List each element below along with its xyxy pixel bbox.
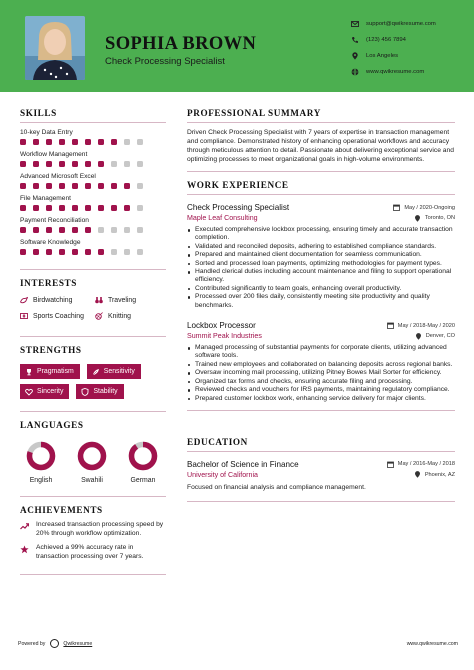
education-note: Focused on financial analysis and compliance management.	[187, 483, 366, 491]
language-item	[128, 441, 158, 484]
job-bullet: Validated and reconciled deposits, adhering to established compliance standards.	[195, 243, 455, 251]
job-bullet: Handled clerical duties including account maintenance and filing to support operational efficiency.	[195, 268, 455, 285]
rating-dot	[85, 249, 91, 255]
shield-icon	[81, 388, 89, 396]
rating-dot	[85, 205, 91, 211]
skills-section	[20, 108, 166, 255]
rating-dot	[85, 183, 91, 189]
strength-badge	[20, 364, 80, 379]
education-location	[414, 471, 455, 478]
rating-dot	[124, 161, 130, 167]
job-title: Lockbox Processor	[187, 321, 256, 331]
contact-location	[351, 48, 471, 64]
job-bullet: Organized tax forms and checks, ensuring accurate filing and processing.	[195, 378, 455, 386]
skill-name: Workflow Management	[20, 151, 88, 158]
skill-item	[20, 151, 166, 167]
skill-item	[20, 217, 166, 233]
resume-header	[0, 0, 474, 92]
job-location	[414, 215, 455, 222]
rating-dot	[98, 161, 104, 167]
rating-dot	[20, 227, 26, 233]
rating-dot	[33, 139, 39, 145]
location-pin-icon	[415, 333, 422, 340]
strengths-section	[20, 336, 166, 399]
interests-list	[20, 296, 166, 320]
skill-item	[20, 239, 166, 255]
education-degree: Bachelor of Science in Finance	[187, 459, 299, 469]
rating-dot	[33, 205, 39, 211]
rating-dot	[20, 249, 26, 255]
job-entry	[187, 321, 455, 403]
jobs-list	[187, 203, 455, 403]
job-header	[187, 203, 455, 212]
binoculars-icon	[95, 296, 103, 304]
contact-website[interactable]	[351, 64, 471, 80]
education-school: University of California	[187, 470, 258, 479]
rating-dot	[85, 161, 91, 167]
rating-dot	[46, 139, 52, 145]
rating-dot	[59, 161, 65, 167]
rating-dot	[98, 205, 104, 211]
rating-dot	[111, 161, 117, 167]
contact-email-text: support@qwikresume.com	[366, 21, 436, 27]
rating-dot	[20, 183, 26, 189]
skill-name: File Management	[20, 195, 71, 202]
brand-link[interactable]: Qwikresume	[63, 640, 93, 647]
job-title: Check Processing Specialist	[187, 203, 290, 212]
rating-dot	[124, 139, 130, 145]
globe-icon	[351, 68, 359, 76]
candidate-name: SOPHIA BROWN	[105, 34, 257, 54]
languages-section	[20, 411, 166, 484]
skill-rating	[20, 249, 166, 255]
strength-badge	[20, 384, 69, 399]
location-pin-icon	[414, 471, 421, 478]
bird-icon	[20, 296, 28, 304]
rating-dot	[33, 249, 39, 255]
rating-dot	[124, 183, 130, 189]
job-header	[187, 321, 455, 330]
footer-brand	[18, 639, 92, 648]
summary-heading: PROFESSIONAL SUMMARY	[187, 108, 321, 118]
contact-list	[351, 16, 471, 80]
language-item	[26, 441, 56, 484]
rating-dot	[137, 161, 143, 167]
rating-dot	[59, 139, 65, 145]
skill-name: Advanced Microsoft Excel	[20, 173, 96, 180]
language-name: Swahili	[81, 477, 103, 484]
job-bullet: Executed comprehensive lockbox processing, ensuring timely and accurate transaction completion.	[195, 226, 455, 243]
rating-dot	[137, 183, 143, 189]
contact-email[interactable]	[351, 16, 471, 32]
feather-icon	[92, 368, 100, 376]
contact-phone-text: (123) 456 7894	[366, 37, 406, 43]
achievement-text: Increased transaction processing speed by 20% through workflow optimization.	[36, 521, 164, 537]
section-divider	[187, 194, 455, 195]
rating-dot	[72, 249, 78, 255]
calendar-icon	[393, 204, 400, 211]
trophy-icon	[25, 368, 33, 376]
rating-dot	[20, 205, 26, 211]
page-footer	[18, 639, 458, 648]
profile-photo-image	[25, 16, 85, 80]
rating-dot	[72, 227, 78, 233]
job-bullets	[187, 226, 455, 310]
languages-heading: LANGUAGES	[20, 420, 84, 430]
contact-phone[interactable]	[351, 32, 471, 48]
job-location-text: Toronto, ON	[424, 215, 455, 221]
rating-dot	[33, 183, 39, 189]
achievement-item	[20, 544, 166, 561]
location-pin-icon	[414, 215, 421, 222]
skill-name: Software Knowledge	[20, 239, 81, 246]
language-name: German	[130, 477, 156, 484]
skills-list	[20, 129, 166, 255]
skill-rating	[20, 227, 166, 233]
interest-item	[20, 296, 95, 304]
rating-dot	[59, 227, 65, 233]
rating-dot	[33, 161, 39, 167]
rating-dot	[59, 183, 65, 189]
rating-dot	[124, 227, 130, 233]
strength-label: Sincerity	[37, 388, 64, 395]
skill-rating	[20, 183, 166, 189]
skill-item	[20, 129, 166, 145]
skill-name: 10-key Data Entry	[20, 129, 73, 136]
qwikresume-logo-icon	[50, 639, 59, 648]
rating-dot	[46, 249, 52, 255]
rating-dot	[111, 205, 117, 211]
interest-item	[20, 312, 95, 320]
section-divider	[187, 451, 455, 452]
rating-dot	[111, 139, 117, 145]
languages-list	[26, 441, 158, 484]
rating-dot	[98, 139, 104, 145]
strength-badge	[87, 364, 141, 379]
strengths-list	[20, 364, 166, 399]
rating-dot	[59, 205, 65, 211]
rating-dot	[137, 205, 143, 211]
rating-dot	[46, 183, 52, 189]
strength-label: Pragmatism	[37, 368, 74, 375]
rating-dot	[111, 227, 117, 233]
achievements-heading: ACHIEVEMENTS	[20, 505, 103, 515]
achievements-list	[20, 521, 166, 562]
education-dates-text: May / 2016-May / 2018	[397, 461, 455, 468]
interests-section	[20, 269, 166, 320]
section-divider	[20, 269, 166, 270]
job-dates	[387, 322, 455, 329]
rating-dot	[20, 161, 26, 167]
rating-dot	[137, 249, 143, 255]
rating-dot	[98, 249, 104, 255]
education-heading: EDUCATION	[187, 436, 248, 447]
rating-dot	[59, 249, 65, 255]
job-location	[415, 333, 455, 340]
education-section	[187, 437, 455, 502]
rating-dot	[124, 249, 130, 255]
company-name: Maple Leaf Consulting	[187, 214, 258, 222]
left-column	[20, 108, 166, 575]
language-level-ring	[26, 441, 56, 471]
section-divider	[20, 411, 166, 412]
education-row	[187, 460, 455, 469]
rating-dot	[72, 161, 78, 167]
candidate-title: Check Processing Specialist	[105, 56, 225, 67]
interest-label: Birdwatching	[33, 296, 73, 304]
rating-dot	[20, 139, 26, 145]
strengths-heading: STRENGTHS	[20, 345, 82, 355]
rating-dot	[72, 183, 78, 189]
strength-label: Stability	[93, 388, 118, 395]
job-bullet: Managed processing of substantial payments for corporate clients, utilizing advanced software tools.	[195, 344, 455, 361]
contact-location-text: Los Angeles	[366, 53, 399, 59]
interest-label: Traveling	[108, 296, 137, 304]
experience-section	[187, 180, 455, 411]
section-divider	[187, 171, 455, 172]
section-divider	[20, 574, 166, 575]
ring-fill	[81, 445, 104, 468]
skill-rating	[20, 205, 166, 211]
job-entry	[187, 203, 455, 310]
company-name: Summit Peak Industries	[187, 332, 262, 341]
section-divider	[187, 410, 455, 411]
achievement-text: Achieved a 99% accuracy rate in transaction processing over 7 years.	[36, 544, 144, 561]
knitting-icon	[95, 312, 103, 320]
calendar-icon	[387, 461, 394, 468]
rating-dot	[85, 139, 91, 145]
section-divider	[20, 496, 166, 497]
powered-by-text: Powered by	[18, 640, 46, 647]
rating-dot	[98, 183, 104, 189]
job-location-text: Denver, CO	[425, 333, 455, 340]
rating-dot	[111, 183, 117, 189]
location-icon	[351, 52, 359, 60]
rating-dot	[111, 249, 117, 255]
achievement-item	[20, 521, 166, 538]
email-icon	[351, 20, 359, 28]
interest-label: Knitting	[108, 312, 131, 320]
experience-heading: WORK EXPERIENCE	[187, 180, 289, 190]
job-subheader	[187, 332, 455, 340]
section-divider	[20, 122, 166, 123]
achievements-section	[20, 496, 166, 575]
calendar-icon	[387, 322, 394, 329]
right-column	[187, 108, 455, 502]
rating-dot	[137, 139, 143, 145]
education-location-text: Phoenix, AZ	[424, 471, 455, 478]
rating-dot	[85, 227, 91, 233]
job-dates-text: May / 2020-Ongoing	[404, 204, 455, 211]
job-bullet: Oversaw incoming mail processing, utilizing Pitney Bowes Mail Sorter for efficiency.	[195, 369, 455, 377]
language-item	[77, 441, 107, 484]
rating-dot	[72, 205, 78, 211]
job-bullet: Reviewed checks and vouchers for IRS payments, maintaining regulatory compliance.	[195, 386, 455, 394]
education-dates	[387, 461, 455, 468]
summary-section	[187, 108, 455, 172]
interests-heading: INTERESTS	[20, 278, 77, 288]
profile-photo	[25, 16, 85, 80]
strength-label: Sensitivity	[103, 368, 135, 375]
skill-item	[20, 173, 166, 189]
rating-dot	[98, 227, 104, 233]
job-bullet: Processed over 200 files daily, consistently meeting site productivity and quality benchmarks.	[195, 293, 455, 310]
job-subheader	[187, 214, 455, 222]
contact-website-text: www.qwikresume.com	[366, 69, 425, 75]
rating-dot	[72, 139, 78, 145]
section-divider	[187, 122, 455, 123]
interest-label: Sports Coaching	[33, 312, 84, 320]
phone-icon	[351, 36, 359, 44]
skill-item	[20, 195, 166, 211]
education-row	[187, 471, 455, 479]
ring-fill	[132, 445, 155, 468]
strength-badge	[76, 384, 123, 399]
trending-icon	[20, 522, 29, 531]
footer-url[interactable]: www.qwikresume.com	[406, 640, 458, 647]
rating-dot	[46, 205, 52, 211]
section-divider	[20, 336, 166, 337]
skills-heading: SKILLS	[20, 108, 57, 118]
education-entry	[187, 460, 455, 492]
language-name: English	[29, 477, 53, 484]
star-icon	[20, 545, 29, 554]
summary-text: Driven Check Processing Specialist with 7 years of expertise in transaction management and compliance. Demonstrated history of enhancing operational workflows and accuracy through meticulous attention to detail. Passionate about delivering exceptional service and optimizing processes to meet organizational goals in high-volume environments.	[187, 129, 454, 163]
rating-dot	[137, 227, 143, 233]
job-bullets	[187, 344, 455, 403]
job-dates	[393, 204, 455, 211]
job-bullet: Sorted and processed loan payments, optimizing methodologies for payment types.	[195, 260, 455, 268]
skill-name: Payment Reconciliation	[20, 217, 89, 224]
rating-dot	[33, 227, 39, 233]
rating-dot	[46, 161, 52, 167]
skill-rating	[20, 139, 166, 145]
rating-dot	[46, 227, 52, 233]
skill-rating	[20, 161, 166, 167]
rating-dot	[124, 205, 130, 211]
job-bullet: Trained new employees and collaborated on balancing deposits across regional banks.	[195, 361, 455, 369]
job-bullet: Prepared customer lockbox work, enhancing service delivery for major clients.	[195, 395, 455, 403]
interest-item	[95, 312, 165, 320]
interest-item	[95, 296, 165, 304]
section-divider	[187, 501, 455, 502]
language-level-ring	[128, 441, 158, 471]
heart-icon	[25, 388, 33, 396]
sports-icon	[20, 312, 28, 320]
job-dates-text: May / 2018-May / 2020	[397, 322, 455, 329]
job-bullet: Contributed significantly to team goals, enhancing overall productivity.	[195, 285, 455, 293]
job-bullet: Prepared and maintained client documentation for seamless communication.	[195, 251, 455, 259]
language-level-ring	[77, 441, 107, 471]
